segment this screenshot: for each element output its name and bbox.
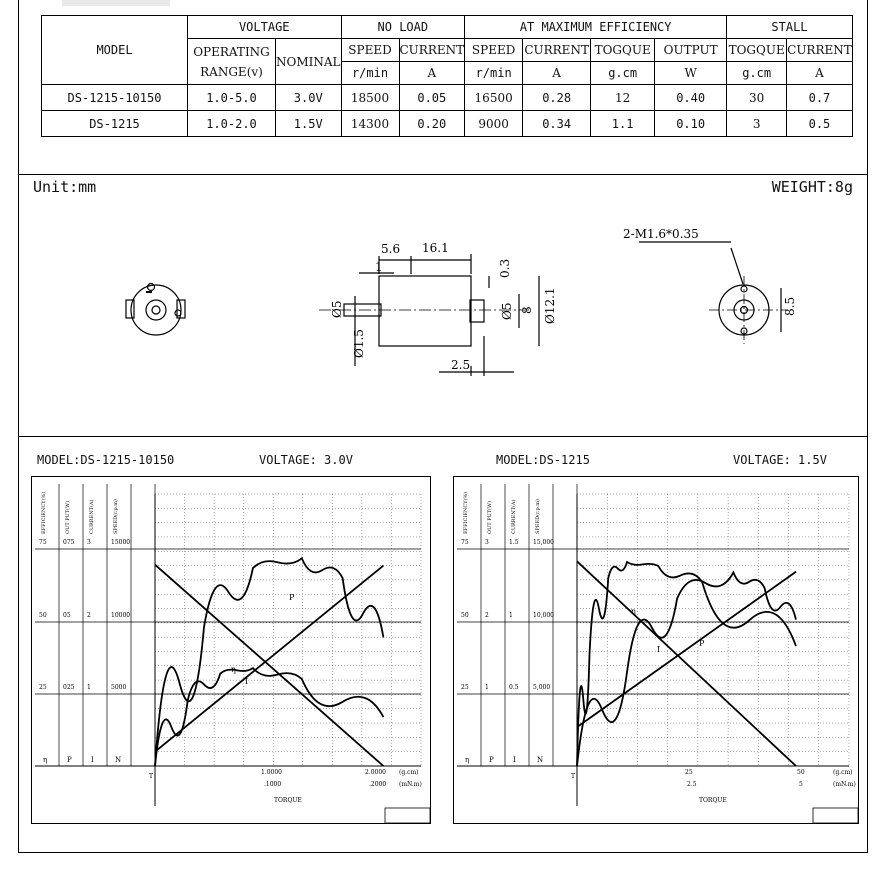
row-me-torque: 1.1 (591, 111, 655, 137)
axis-header: EFFICIENCY(%) (463, 491, 469, 534)
row-st-torque: 30 (727, 85, 787, 111)
x-axis-label: TORQUE (699, 797, 727, 804)
series-line-output (577, 572, 796, 766)
y-tick-label: 3 (87, 539, 91, 546)
y-tick-label: 15,000 (533, 539, 554, 546)
y-tick-label: 075 (63, 539, 75, 546)
dim-d5-shaft: Ø5 (330, 300, 344, 318)
y-tick-label: 15000 (111, 539, 131, 546)
y-tick-label: 2 (485, 612, 489, 619)
st-torque-header: TOGQUE (727, 39, 787, 62)
row-nominal: 3.0V (276, 85, 342, 111)
x-tick-gcm: (g.cm) (399, 769, 419, 776)
axis-header: OUT PUT(W) (487, 500, 493, 534)
screw-spec: 2-M1.6*0.35 (623, 227, 699, 241)
right-end-view (639, 242, 787, 344)
x-axis-label: TORQUE (274, 797, 302, 804)
y-tick-label: 10000 (111, 612, 131, 619)
mechanical-drawing (19, 176, 867, 436)
axis-symbol: I (513, 756, 516, 764)
y-tick-label: 3 (485, 539, 489, 546)
row-me-current: 0.28 (523, 85, 591, 111)
dim-8-5: 8.5 (783, 296, 797, 316)
series-line-speed (155, 565, 383, 766)
dim-d1-5: Ø1.5 (352, 329, 366, 358)
chart-ds-1215 (453, 476, 859, 824)
dim-2-5: 2.5 (451, 358, 471, 372)
corner-box (813, 808, 858, 823)
x-tick-gcm: 25 (685, 769, 693, 776)
row-operating: 1.0-2.0 (188, 111, 276, 137)
axis-header: CURRENT(A) (89, 499, 95, 534)
x-tick-gcm: 2.0000 (365, 769, 386, 776)
axis-header: CURRENT(A) (511, 499, 517, 534)
dim-5-6: 5.6 (381, 242, 401, 256)
y-tick-label: 25 (39, 684, 47, 691)
axis-symbol: P (489, 756, 494, 764)
series-line-current (577, 572, 796, 727)
unit-cell: A (523, 62, 591, 85)
x-tick-gcm: (g.cm) (833, 769, 853, 776)
origin-label: T (149, 773, 154, 780)
axis-header: OUT PUT(W) (65, 500, 71, 534)
x-tick-mNm: .1000 (264, 781, 282, 788)
y-tick-label: 5,000 (533, 684, 551, 691)
row-model: DS-1215 (42, 111, 188, 137)
row-st-current: 0.5 (787, 111, 853, 137)
dim-0-3: 0.3 (498, 258, 512, 278)
unit-cell: r/min (341, 62, 399, 85)
series-line-efficiency (155, 668, 383, 766)
y-tick-label: 1 (509, 612, 513, 619)
curve-label: η (231, 665, 236, 674)
me-speed-header: SPEED (465, 39, 523, 62)
row-me-current: 0.34 (523, 111, 591, 137)
origin-label: T (571, 773, 576, 780)
nominal-header: NOMINAL (276, 39, 342, 85)
me-torque-header: TOGQUE (591, 39, 655, 62)
curve-label: I (245, 677, 249, 686)
row-nl-speed: 14300 (341, 111, 399, 137)
operating-range-header: OPERATING RANGE(v) (188, 39, 276, 85)
x-tick-mNm: 2.5 (687, 781, 697, 788)
axis-symbol: N (115, 756, 122, 764)
y-tick-label: 50 (39, 612, 47, 619)
right-chart-model: MODEL:DS-1215 (496, 453, 590, 467)
voltage-header: VOLTAGE (188, 16, 342, 39)
axis-header: SPEED(r.p.m) (535, 499, 541, 534)
nl-current-header: CURRENT (399, 39, 465, 62)
unit-cell: r/min (465, 62, 523, 85)
series-line-speed (577, 561, 796, 766)
row-nl-current: 0.05 (399, 85, 465, 111)
row-me-speed: 16500 (465, 85, 523, 111)
drawing-sheet (18, 0, 868, 853)
no-load-header: NO LOAD (341, 16, 465, 39)
axis-symbol: P (67, 756, 72, 764)
x-tick-mNm: (mN.m) (833, 781, 856, 788)
axis-symbol: η (43, 756, 48, 764)
section-divider (19, 436, 867, 437)
y-tick-label: 1 (485, 684, 489, 691)
section-divider (19, 174, 867, 175)
axis-symbol: I (91, 756, 94, 764)
y-tick-label: 25 (461, 684, 469, 691)
y-tick-label: 5000 (111, 684, 127, 691)
x-tick-gcm: 1.0000 (261, 769, 282, 776)
me-current-header: CURRENT (523, 39, 591, 62)
dim-d12-1: Ø12.1 (543, 287, 557, 324)
axis-header: EFFICIENCY(%) (41, 491, 47, 534)
stall-header: STALL (727, 16, 853, 39)
row-nl-current: 0.20 (399, 111, 465, 137)
x-tick-gcm: 50 (797, 769, 805, 776)
x-tick-mNm: .2000 (369, 781, 387, 788)
y-tick-label: 05 (63, 612, 71, 619)
max-eff-header: AT MAXIMUM EFFICIENCY (465, 16, 727, 39)
dim-1: 1 (375, 260, 383, 274)
y-tick-label: 0.5 (509, 684, 519, 691)
x-tick-mNm: (mN.m) (399, 781, 422, 788)
dim-16-1: 16.1 (422, 241, 449, 255)
unit-cell: A (787, 62, 853, 85)
row-operating: 1.0-5.0 (188, 85, 276, 111)
right-chart-voltage: VOLTAGE: 1.5V (733, 453, 827, 467)
table-row (42, 85, 853, 111)
weight-label: WEIGHT:8g (771, 178, 853, 196)
nl-speed-header: SPEED (341, 39, 399, 62)
row-me-output: 0.10 (655, 111, 727, 137)
row-me-torque: 12 (591, 85, 655, 111)
y-tick-label: 10,000 (533, 612, 554, 619)
dim-8: 8 (520, 306, 534, 314)
unit-cell: g.cm (591, 62, 655, 85)
spec-table (41, 15, 853, 137)
x-tick-mNm: 5 (799, 781, 803, 788)
row-nl-speed: 18500 (341, 85, 399, 111)
table-row (42, 111, 853, 137)
y-tick-label: 75 (461, 539, 469, 546)
row-me-speed: 9000 (465, 111, 523, 137)
row-nominal: 1.5V (276, 111, 342, 137)
st-current-header: CURRENT (787, 39, 853, 62)
y-tick-label: 1 (87, 684, 91, 691)
left-chart-voltage: VOLTAGE: 3.0V (259, 453, 353, 467)
y-tick-label: 75 (39, 539, 47, 546)
axis-header: SPEED(r.p.m) (113, 499, 119, 534)
y-tick-label: 2 (87, 612, 91, 619)
curve-label: P (699, 639, 705, 648)
model-header: MODEL (42, 16, 188, 85)
axis-symbol: N (537, 756, 544, 764)
chart-ds-1215-10150 (31, 476, 431, 824)
y-tick-label: 1.5 (509, 539, 519, 546)
unit-cell: A (399, 62, 465, 85)
series-line-current (155, 566, 383, 752)
curve-label: P (289, 593, 295, 602)
corner-box (385, 808, 430, 823)
dim-d5-boss: Ø5 (500, 302, 514, 320)
row-me-output: 0.40 (655, 85, 727, 111)
row-st-torque: 3 (727, 111, 787, 137)
unit-cell: g.cm (727, 62, 787, 85)
row-model: DS-1215-10150 (42, 85, 188, 111)
unit-label: Unit:mm (33, 178, 97, 196)
y-tick-label: 50 (461, 612, 469, 619)
left-end-view (126, 284, 185, 336)
curve-label: η (631, 607, 636, 616)
y-tick-label: 025 (63, 684, 75, 691)
left-chart-model: MODEL:DS-1215-10150 (37, 453, 175, 467)
row-st-current: 0.7 (787, 85, 853, 111)
unit-cell: W (655, 62, 727, 85)
me-output-header: OUTPUT (655, 39, 727, 62)
curve-label: I (657, 645, 661, 654)
axis-symbol: η (465, 756, 470, 764)
